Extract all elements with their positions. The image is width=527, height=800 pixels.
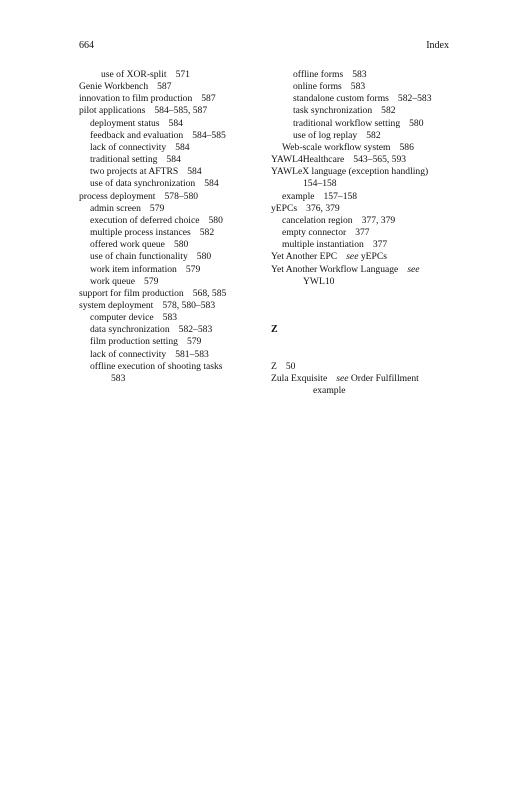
index-subentry: use of log replay 582	[293, 129, 381, 141]
index-subentry: feedback and evaluation 584–585	[90, 129, 226, 141]
index-entry: innovation to film production 587	[79, 93, 216, 105]
index-entry-cross-ref: Zula Exquisite see Order Fulfillment	[271, 373, 419, 385]
index-subentry: work item information 579	[90, 263, 201, 275]
index-subentry: offline execution of shooting tasks	[90, 360, 223, 372]
index-subentry: lack of connectivity 581–583	[90, 348, 209, 360]
index-subentry: use of chain functionality 580	[90, 251, 212, 263]
section-title: Index	[426, 40, 449, 51]
index-subentry: computer device 583	[90, 312, 178, 324]
index-entry: YAWL4Healthcare 543–565, 593	[271, 154, 407, 166]
index-subentry: empty connector 377	[282, 227, 370, 239]
index-subentry: cancelation region 377, 379	[282, 214, 396, 226]
index-subentry: standalone custom forms 582–583	[293, 93, 432, 105]
page-number: 664	[79, 40, 94, 51]
index-entry-cross-ref: Yet Another Workflow Language see	[271, 263, 420, 275]
index-entry-cross-ref: Yet Another EPC see yEPCs	[271, 251, 387, 263]
index-entry: yEPCs 376, 379	[271, 202, 340, 214]
index-continuation: 154–158	[303, 178, 337, 190]
index-entry: pilot applications 584–585, 587	[79, 105, 208, 117]
index-continuation: YWL10	[303, 275, 335, 287]
index-subentry: example 157–158	[282, 190, 358, 202]
index-column-left	[79, 69, 267, 385]
index-subentry: work queue 579	[90, 275, 159, 287]
index-subentry: offline forms 583	[293, 69, 367, 80]
index-subentry: use of XOR-split 571	[101, 69, 190, 80]
index-subentry: admin screen 579	[90, 202, 165, 214]
index-column-right	[271, 69, 459, 397]
index-continuation: 583	[111, 372, 126, 384]
index-subentry: execution of deferred choice 580	[90, 214, 223, 226]
section-spacer	[271, 336, 459, 361]
index-continuation: example	[313, 385, 346, 397]
index-subentry: data synchronization 582–583	[90, 324, 213, 336]
letter-heading-z: Z	[271, 323, 278, 335]
index-subentry: traditional workflow setting 580	[293, 117, 424, 129]
index-subentry: offered work queue 580	[90, 239, 189, 251]
index-subentry: lack of connectivity 584	[90, 141, 190, 153]
index-subentry: use of data synchronization 584	[90, 178, 219, 190]
index-subentry: multiple process instances 582	[90, 227, 215, 239]
index-subentry: task synchronization 582	[293, 105, 396, 117]
index-entry: process deployment 578–580	[79, 190, 199, 202]
index-subentry: traditional setting 584	[90, 154, 181, 166]
index-entry: YAWLeX language (exception handling)	[271, 166, 429, 178]
index-subentry: multiple instantiation 377	[282, 239, 388, 251]
index-entry: Z 50	[271, 360, 296, 372]
index-subentry: Web-scale workflow system 586	[282, 141, 414, 153]
index-subentry: deployment status 584	[90, 117, 183, 129]
section-spacer	[271, 288, 459, 324]
index-subentry: online forms 583	[293, 81, 366, 93]
index-entry: Genie Workbench 587	[79, 81, 172, 93]
index-entry: system deployment 578, 580–583	[79, 299, 216, 311]
index-entry: support for film production 568, 585	[79, 287, 227, 299]
index-subentry: two projects at AFTRS 584	[90, 166, 202, 178]
index-subentry: film production setting 579	[90, 336, 202, 348]
